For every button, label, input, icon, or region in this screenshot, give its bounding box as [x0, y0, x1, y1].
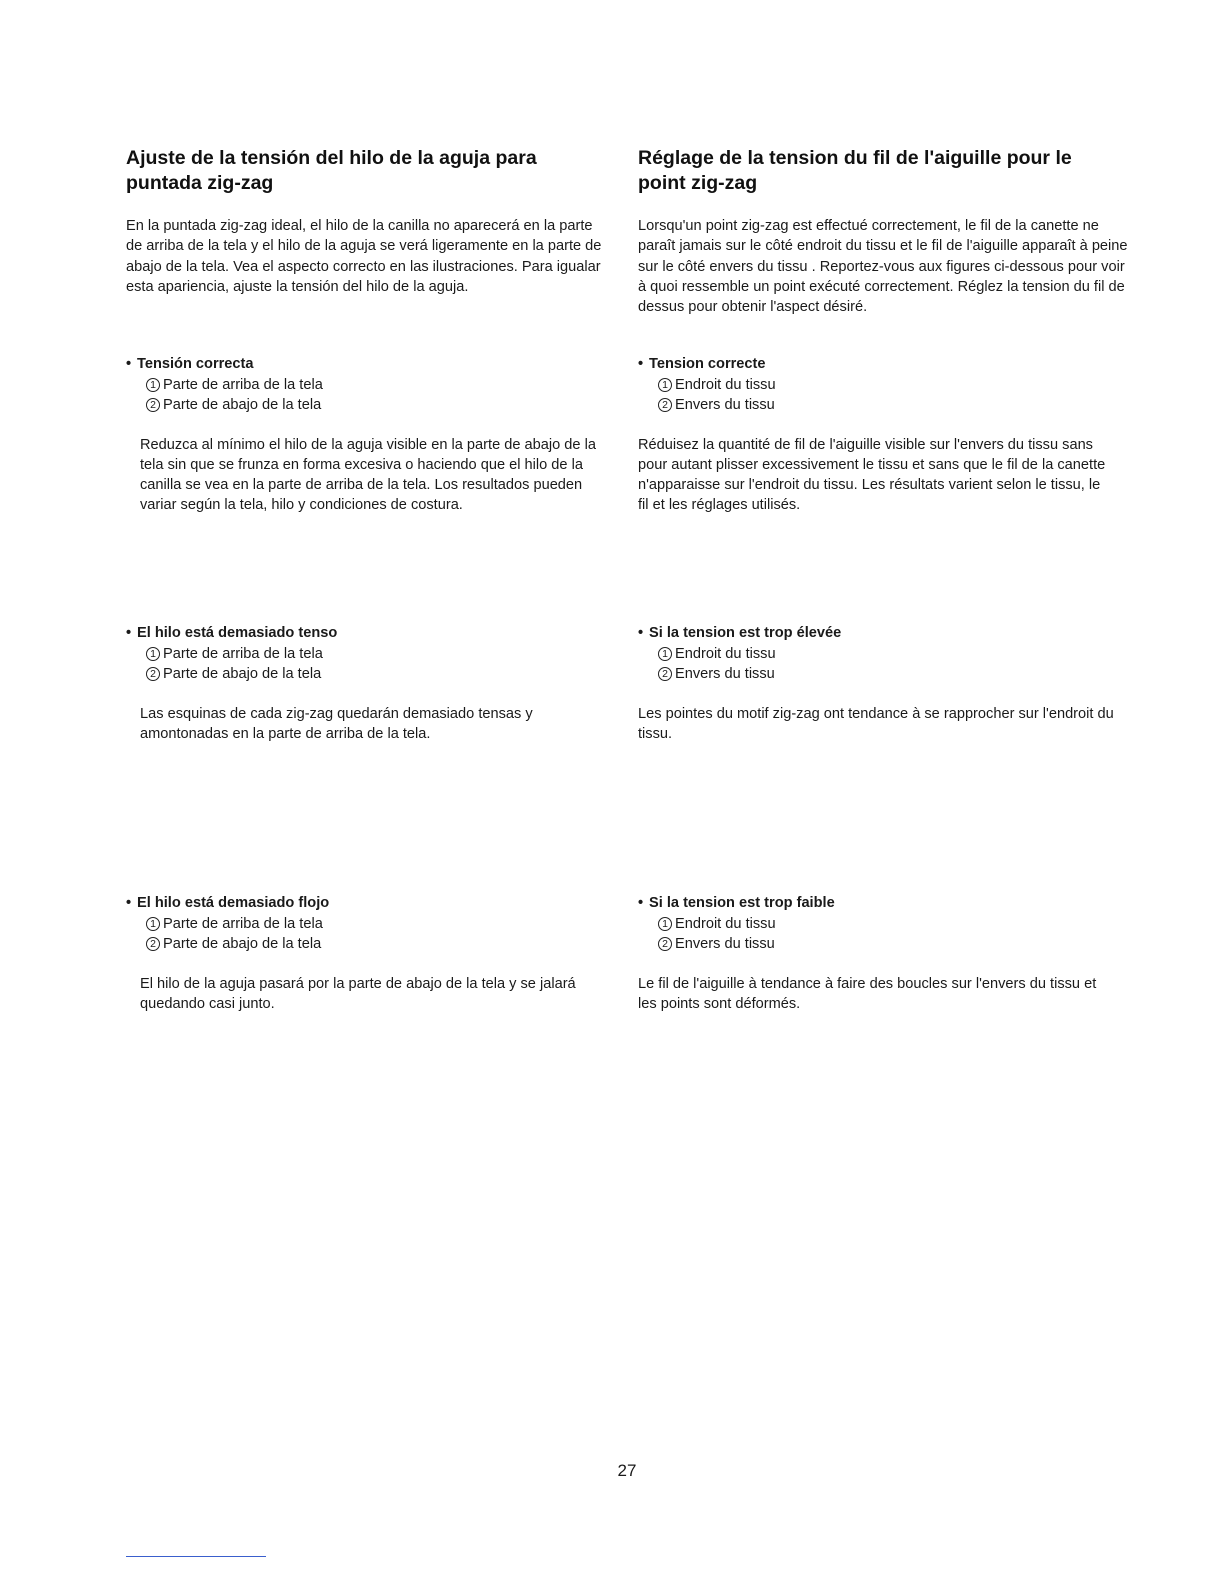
page-number: 27 — [617, 1461, 637, 1480]
french-section-correct — [638, 354, 1133, 516]
circled-one-icon: 1 — [658, 647, 672, 661]
bullet: • — [638, 625, 644, 641]
section-description: Le fil de l'aiguille à tendance à faire des boucles sur l'envers du tissu et les points sont déformés. — [638, 975, 1097, 1012]
circled-two-icon: 2 — [146, 667, 160, 681]
footer-rule — [126, 1556, 266, 1557]
label-item-1: 1 Endroit du tissu — [658, 375, 1133, 396]
label-item-2: 2 Parte de abajo de la tela — [146, 395, 621, 416]
label-item-1: 1 Parte de arriba de la tela — [146, 914, 621, 935]
section-heading: • El hilo está demasiado flojo — [126, 893, 621, 914]
section-heading: • Tensión correcta — [126, 354, 621, 375]
bullet: • — [126, 356, 132, 372]
spanish-intro: En la puntada zig-zag ideal, el hilo de la canilla no aparecerá en la parte de arriba de la tela y el hilo de la aguja se verá ligeramente en la parte de abajo de la tela. Vea el aspecto correcto en las ilustraciones. Para igualar esta apariencia, ajuste la tensión del hilo de la aguja. — [126, 218, 602, 295]
spanish-section-too-tight — [126, 623, 621, 744]
label-item-2: 2 Envers du tissu — [658, 664, 1133, 685]
section-description: Las esquinas de cada zig-zag quedarán demasiado tensas y amontonadas en la parte de arriba de la tela. — [140, 705, 533, 742]
spanish-section-too-loose — [126, 893, 621, 1014]
bullet: • — [638, 356, 644, 372]
circled-one-icon: 1 — [658, 917, 672, 931]
label-item-1: 1 Endroit du tissu — [658, 644, 1133, 665]
circled-one-icon: 1 — [146, 378, 160, 392]
section-description: El hilo de la aguja pasará por la parte de abajo de la tela y se jalará quedando casi junto. — [140, 975, 576, 1012]
french-section-too-low — [638, 893, 1133, 1014]
french-intro: Lorsqu'un point zig-zag est effectué correctement, le fil de la canette ne paraît jamais sur le côté endroit du tissu et le fil de l'aiguille apparaît à peine sur le côté envers du tissu . Reportez-vous aux figures ci-dessous pour voir à quoi ressemble un point exécuté correctement. Réglez la tension du fil de dessus pour obtenir l'aspect désiré. — [638, 218, 1128, 316]
circled-one-icon: 1 — [146, 647, 160, 661]
bullet: • — [638, 895, 644, 911]
french-section-too-high — [638, 623, 1133, 744]
circled-two-icon: 2 — [658, 937, 672, 951]
section-heading: • Tension correcte — [638, 354, 1133, 375]
bullet: • — [126, 625, 132, 641]
section-heading: • Si la tension est trop faible — [638, 893, 1133, 914]
spanish-title: Ajuste de la tensión del hilo de la aguja para puntada zig-zag — [126, 147, 537, 194]
label-item-1: 1 Endroit du tissu — [658, 914, 1133, 935]
label-item-2: 2 Parte de abajo de la tela — [146, 934, 621, 955]
section-description: Reduzca al mínimo el hilo de la aguja visible en la parte de abajo de la tela sin que se frunza en forma excesiva o haciendo que el hilo de la canilla se vea en la parte de arriba de la tela. Los resultados pueden variar según la tela, hilo y condiciones de costura. — [140, 436, 596, 514]
section-heading: • El hilo está demasiado tenso — [126, 623, 621, 644]
section-description: Réduisez la quantité de fil de l'aiguille visible sur l'envers du tissu sans pour autant plisser excessivement le tissu et sans que le fil de la canette n'apparaisse sur l'endroit du tissu. Les résultats varient selon le tissu, le fil et les réglages utilisés. — [638, 436, 1106, 514]
circled-one-icon: 1 — [658, 378, 672, 392]
circled-one-icon: 1 — [146, 917, 160, 931]
circled-two-icon: 2 — [146, 937, 160, 951]
section-description: Les pointes du motif zig-zag ont tendance à se rapprocher sur l'endroit du tissu. — [638, 705, 1114, 742]
label-item-2: 2 Envers du tissu — [658, 934, 1133, 955]
circled-two-icon: 2 — [146, 398, 160, 412]
spanish-section-correct — [126, 354, 621, 516]
label-item-1: 1 Parte de arriba de la tela — [146, 375, 621, 396]
label-item-2: 2 Envers du tissu — [658, 395, 1133, 416]
label-item-1: 1 Parte de arriba de la tela — [146, 644, 621, 665]
circled-two-icon: 2 — [658, 667, 672, 681]
french-title: Réglage de la tension du fil de l'aiguille pour le point zig-zag — [638, 147, 1072, 194]
label-item-2: 2 Parte de abajo de la tela — [146, 664, 621, 685]
bullet: • — [126, 895, 132, 911]
circled-two-icon: 2 — [658, 398, 672, 412]
section-heading: • Si la tension est trop élevée — [638, 623, 1133, 644]
